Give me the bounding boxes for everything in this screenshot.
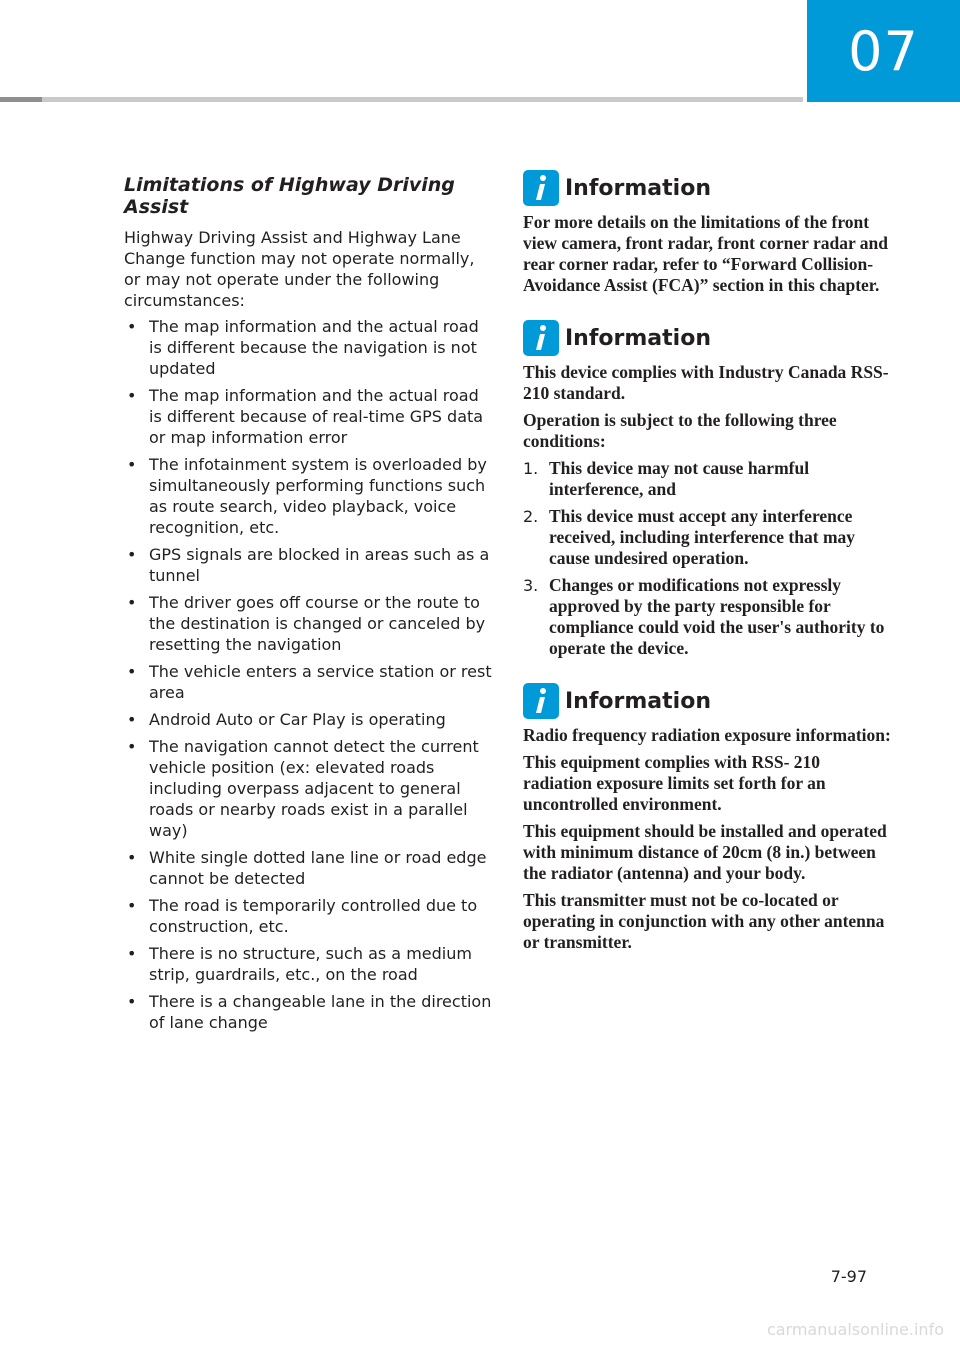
list-item [124, 991, 494, 1033]
condition-text: Changes or modifications not expressly approved by the party responsible for compliance could void the user's authority to operate the device. [549, 575, 885, 658]
info-title: Information [565, 688, 711, 714]
condition-item [523, 506, 893, 569]
condition-item [523, 575, 893, 659]
info-heading [523, 170, 893, 206]
info-heading [523, 683, 893, 719]
page-number: 7-97 [830, 1267, 867, 1286]
list-item [124, 895, 494, 937]
condition-text: This device must accept any interference received, including interference that may cause undesired operation. [549, 506, 856, 568]
list-item [124, 592, 494, 655]
info-title: Information [565, 175, 711, 201]
list-item [124, 316, 494, 379]
list-item [124, 544, 494, 586]
list-item-text: GPS signals are blocked in areas such as a tunnel [149, 545, 490, 585]
list-item-text: The navigation cannot detect the current vehicle position (ex: elevated roads including overpass adjacent to general roads or nearby roads exist in a parallel way) [149, 737, 479, 840]
list-item-text: There is a changeable lane in the direction of lane change [149, 992, 492, 1032]
condition-number: 2. [523, 507, 539, 526]
bullet-dot: • [127, 386, 137, 405]
list-item [124, 847, 494, 889]
right-column [523, 170, 893, 977]
list-item [124, 943, 494, 985]
bullet-dot: • [127, 896, 137, 915]
info-text: This device complies with Industry Canada RSS-210 standard. [523, 362, 889, 403]
info-text: This transmitter must not be co-located or operating in conjunction with any other antenna or transmitter. [523, 890, 885, 952]
condition-item [523, 458, 893, 500]
list-item-text: White single dotted lane line or road edge cannot be detected [149, 848, 487, 888]
info-text: Operation is subject to the following three conditions: [523, 410, 837, 451]
info-icon [523, 320, 559, 356]
condition-number: 3. [523, 576, 539, 595]
info-icon [523, 683, 559, 719]
bullet-dot: • [127, 317, 137, 336]
watermark[interactable]: carmanualsonline.info [766, 1320, 944, 1339]
info-text: Radio frequency radiation exposure information: [523, 725, 891, 745]
list-item [124, 736, 494, 841]
bullet-dot: • [127, 737, 137, 756]
info-icon [523, 170, 559, 206]
list-item-text: The road is temporarily controlled due to construction, etc. [149, 896, 478, 936]
list-item [124, 709, 494, 730]
info-block-1 [523, 170, 893, 296]
list-item-text: The driver goes off course or the route to the destination is changed or canceled by resetting the navigation [149, 593, 486, 654]
list-item [124, 454, 494, 538]
condition-number: 1. [523, 459, 539, 478]
conditions-list [523, 458, 893, 659]
bullet-dot: • [127, 593, 137, 612]
list-item [124, 661, 494, 703]
header-rule-accent [0, 97, 42, 102]
limitations-list [124, 316, 494, 1033]
info-heading [523, 320, 893, 356]
info-text: This equipment should be installed and operated with minimum distance of 20cm (8 in.) between the radiator (antenna) and your body. [523, 821, 887, 883]
list-item-text: Android Auto or Car Play is operating [149, 710, 446, 729]
list-item-text: There is no structure, such as a medium strip, guardrails, etc., on the road [149, 944, 472, 984]
info-title: Information [565, 325, 711, 351]
header-rule [0, 97, 803, 102]
bullet-dot: • [127, 992, 137, 1011]
info-text: This equipment complies with RSS- 210 radiation exposure limits set forth for an uncontrolled environment. [523, 752, 826, 814]
info-block-2 [523, 320, 893, 659]
info-block-3 [523, 683, 893, 953]
bullet-dot: • [127, 545, 137, 564]
list-item-text: The map information and the actual road is different because of real-time GPS data or map information error [149, 386, 484, 447]
bullet-dot: • [127, 455, 137, 474]
condition-text: This device may not cause harmful interference, and [549, 458, 810, 499]
chapter-tab: 07 [807, 0, 960, 102]
bullet-dot: • [127, 662, 137, 681]
bullet-dot: • [127, 944, 137, 963]
bullet-dot: • [127, 710, 137, 729]
list-item-text: The infotainment system is overloaded by simultaneously performing functions such as route search, video playback, voice recognition, etc. [149, 455, 487, 537]
list-item [124, 385, 494, 448]
bullet-dot: • [127, 848, 137, 867]
left-column [124, 174, 494, 1039]
section-intro: Highway Driving Assist and Highway Lane Change function may not operate normally, or may not operate under the following circumstances: [124, 228, 475, 310]
section-title: Limitations of Highway Driving Assist [124, 174, 455, 218]
list-item-text: The map information and the actual road is different because the navigation is not updated [149, 317, 479, 378]
list-item-text: The vehicle enters a service station or rest area [149, 662, 492, 702]
info-text: For more details on the limitations of the front view camera, front radar, front corner radar and rear corner radar, refer to “Forward Collision-Avoidance Assist (FCA)” section in this chapter. [523, 212, 889, 295]
